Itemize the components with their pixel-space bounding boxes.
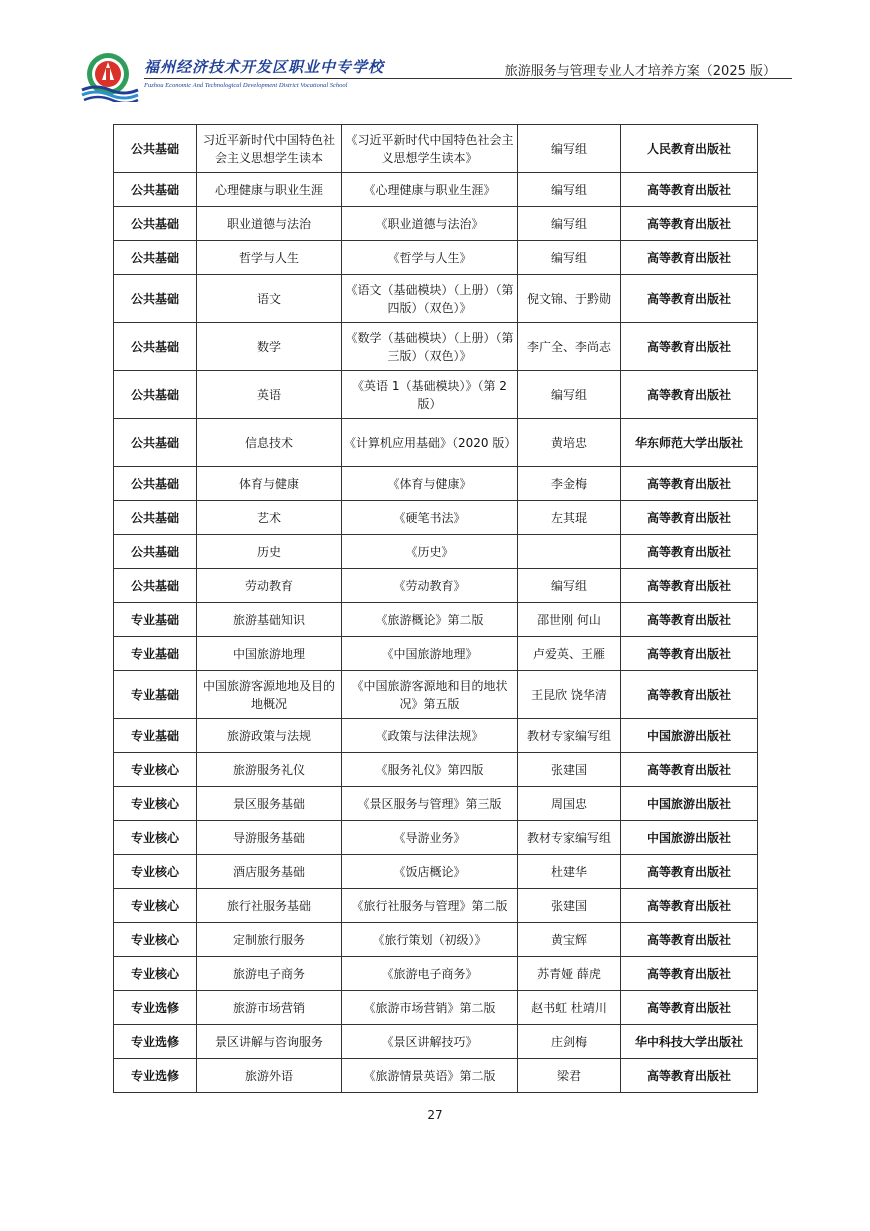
table-row bbox=[114, 207, 758, 241]
course-cell: 旅游市场营销 bbox=[197, 991, 342, 1025]
publisher-cell: 高等教育出版社 bbox=[621, 569, 758, 603]
category-cell: 公共基础 bbox=[114, 467, 197, 501]
category-cell: 专业核心 bbox=[114, 821, 197, 855]
course-cell: 习近平新时代中国特色社会主义思想学生读本 bbox=[197, 125, 342, 173]
author-cell: 李金梅 bbox=[518, 467, 621, 501]
publisher-cell: 高等教育出版社 bbox=[621, 467, 758, 501]
category-cell: 专业基础 bbox=[114, 671, 197, 719]
textbook-cell: 《景区服务与管理》第三版 bbox=[342, 787, 518, 821]
author-cell: 黄培忠 bbox=[518, 419, 621, 467]
author-cell: 梁君 bbox=[518, 1059, 621, 1093]
course-cell: 语文 bbox=[197, 275, 342, 323]
author-cell: 庄剑梅 bbox=[518, 1025, 621, 1059]
textbook-cell: 《景区讲解技巧》 bbox=[342, 1025, 518, 1059]
category-cell: 专业核心 bbox=[114, 855, 197, 889]
course-cell: 英语 bbox=[197, 371, 342, 419]
author-cell: 赵书虹 杜靖川 bbox=[518, 991, 621, 1025]
textbook-cell: 《硬笔书法》 bbox=[342, 501, 518, 535]
textbook-cell: 《服务礼仪》第四版 bbox=[342, 753, 518, 787]
publisher-cell: 高等教育出版社 bbox=[621, 671, 758, 719]
textbook-cell: 《旅游概论》第二版 bbox=[342, 603, 518, 637]
table-row bbox=[114, 569, 758, 603]
textbook-cell: 《旅游市场营销》第二版 bbox=[342, 991, 518, 1025]
category-cell: 专业核心 bbox=[114, 889, 197, 923]
publisher-cell: 高等教育出版社 bbox=[621, 323, 758, 371]
author-cell: 张建国 bbox=[518, 753, 621, 787]
publisher-cell: 高等教育出版社 bbox=[621, 275, 758, 323]
category-cell: 专业选修 bbox=[114, 1059, 197, 1093]
category-cell: 专业选修 bbox=[114, 1025, 197, 1059]
publisher-cell: 高等教育出版社 bbox=[621, 957, 758, 991]
author-cell: 教材专家编写组 bbox=[518, 719, 621, 753]
table-row bbox=[114, 671, 758, 719]
category-cell: 专业核心 bbox=[114, 923, 197, 957]
category-cell: 公共基础 bbox=[114, 535, 197, 569]
school-name-cn: 福州经济技术开发区职业中专学校 bbox=[144, 58, 385, 76]
category-cell: 专业基础 bbox=[114, 719, 197, 753]
publisher-cell: 高等教育出版社 bbox=[621, 753, 758, 787]
author-cell: 杜建华 bbox=[518, 855, 621, 889]
publisher-cell: 高等教育出版社 bbox=[621, 603, 758, 637]
author-cell: 编写组 bbox=[518, 569, 621, 603]
table-row bbox=[114, 125, 758, 173]
table-row bbox=[114, 923, 758, 957]
publisher-cell: 高等教育出版社 bbox=[621, 207, 758, 241]
author-cell: 编写组 bbox=[518, 173, 621, 207]
author-cell bbox=[518, 535, 621, 569]
course-cell: 导游服务基础 bbox=[197, 821, 342, 855]
category-cell: 专业核心 bbox=[114, 787, 197, 821]
table-row bbox=[114, 753, 758, 787]
publisher-cell: 高等教育出版社 bbox=[621, 923, 758, 957]
course-cell: 景区服务基础 bbox=[197, 787, 342, 821]
table-row bbox=[114, 173, 758, 207]
category-cell: 公共基础 bbox=[114, 569, 197, 603]
textbook-cell: 《政策与法律法规》 bbox=[342, 719, 518, 753]
publisher-cell: 中国旅游出版社 bbox=[621, 821, 758, 855]
textbook-table-body bbox=[114, 125, 758, 1093]
course-cell: 哲学与人生 bbox=[197, 241, 342, 275]
table-row bbox=[114, 241, 758, 275]
textbook-cell: 《中国旅游客源地和目的地状况》第五版 bbox=[342, 671, 518, 719]
course-cell: 信息技术 bbox=[197, 419, 342, 467]
table-row bbox=[114, 323, 758, 371]
author-cell: 邵世刚 何山 bbox=[518, 603, 621, 637]
course-cell: 景区讲解与咨询服务 bbox=[197, 1025, 342, 1059]
author-cell: 编写组 bbox=[518, 207, 621, 241]
course-cell: 旅游电子商务 bbox=[197, 957, 342, 991]
textbook-cell: 《劳动教育》 bbox=[342, 569, 518, 603]
category-cell: 公共基础 bbox=[114, 323, 197, 371]
publisher-cell: 高等教育出版社 bbox=[621, 637, 758, 671]
textbook-cell: 《导游业务》 bbox=[342, 821, 518, 855]
category-cell: 公共基础 bbox=[114, 173, 197, 207]
textbook-cell: 《数学（基础模块）（上册）（第三版）（双色）》 bbox=[342, 323, 518, 371]
course-cell: 旅游服务礼仪 bbox=[197, 753, 342, 787]
author-cell: 周国忠 bbox=[518, 787, 621, 821]
category-cell: 专业基础 bbox=[114, 637, 197, 671]
course-cell: 劳动教育 bbox=[197, 569, 342, 603]
textbook-cell: 《英语 1（基础模块）》（第 2 版） bbox=[342, 371, 518, 419]
category-cell: 公共基础 bbox=[114, 419, 197, 467]
table-row bbox=[114, 419, 758, 467]
publisher-cell: 高等教育出版社 bbox=[621, 855, 758, 889]
textbook-cell: 《饭店概论》 bbox=[342, 855, 518, 889]
author-cell: 教材专家编写组 bbox=[518, 821, 621, 855]
table-row bbox=[114, 603, 758, 637]
category-cell: 公共基础 bbox=[114, 207, 197, 241]
course-cell: 旅行社服务基础 bbox=[197, 889, 342, 923]
textbook-cell: 《语文（基础模块）（上册）（第四版）（双色）》 bbox=[342, 275, 518, 323]
table-row bbox=[114, 1025, 758, 1059]
publisher-cell: 人民教育出版社 bbox=[621, 125, 758, 173]
school-name-en: Fuzhou Economic And Technological Development District Vocational School bbox=[144, 82, 348, 89]
textbook-table bbox=[113, 124, 758, 1093]
category-cell: 专业基础 bbox=[114, 603, 197, 637]
course-cell: 中国旅游地理 bbox=[197, 637, 342, 671]
textbook-cell: 《旅行社服务与管理》第二版 bbox=[342, 889, 518, 923]
author-cell: 编写组 bbox=[518, 125, 621, 173]
table-row bbox=[114, 889, 758, 923]
textbook-cell: 《旅行策划（初级）》 bbox=[342, 923, 518, 957]
category-cell: 公共基础 bbox=[114, 125, 197, 173]
author-cell: 编写组 bbox=[518, 371, 621, 419]
table-row bbox=[114, 821, 758, 855]
document-title: 旅游服务与管理专业人才培养方案（2025 版） bbox=[504, 64, 776, 79]
table-row bbox=[114, 991, 758, 1025]
textbook-cell: 《历史》 bbox=[342, 535, 518, 569]
author-cell: 王昆欣 饶华清 bbox=[518, 671, 621, 719]
publisher-cell: 高等教育出版社 bbox=[621, 991, 758, 1025]
course-cell: 酒店服务基础 bbox=[197, 855, 342, 889]
category-cell: 公共基础 bbox=[114, 501, 197, 535]
course-cell: 职业道德与法治 bbox=[197, 207, 342, 241]
publisher-cell: 华中科技大学出版社 bbox=[621, 1025, 758, 1059]
publisher-cell: 高等教育出版社 bbox=[621, 1059, 758, 1093]
textbook-cell: 《旅游电子商务》 bbox=[342, 957, 518, 991]
course-cell: 旅游外语 bbox=[197, 1059, 342, 1093]
textbook-cell: 《职业道德与法治》 bbox=[342, 207, 518, 241]
category-cell: 公共基础 bbox=[114, 275, 197, 323]
publisher-cell: 华东师范大学出版社 bbox=[621, 419, 758, 467]
course-cell: 心理健康与职业生涯 bbox=[197, 173, 342, 207]
course-cell: 旅游政策与法规 bbox=[197, 719, 342, 753]
textbook-cell: 《心理健康与职业生涯》 bbox=[342, 173, 518, 207]
publisher-cell: 高等教育出版社 bbox=[621, 535, 758, 569]
course-cell: 体育与健康 bbox=[197, 467, 342, 501]
page-number: 27 bbox=[427, 1108, 443, 1122]
textbook-cell: 《计算机应用基础》（2020 版） bbox=[342, 419, 518, 467]
table-row bbox=[114, 501, 758, 535]
category-cell: 公共基础 bbox=[114, 371, 197, 419]
table-row bbox=[114, 535, 758, 569]
category-cell: 专业核心 bbox=[114, 753, 197, 787]
author-cell: 卢爱英、王雁 bbox=[518, 637, 621, 671]
table-row bbox=[114, 637, 758, 671]
course-cell: 旅游基础知识 bbox=[197, 603, 342, 637]
textbook-cell: 《体育与健康》 bbox=[342, 467, 518, 501]
course-cell: 中国旅游客源地地及目的地概况 bbox=[197, 671, 342, 719]
table-row bbox=[114, 787, 758, 821]
author-cell: 苏青娅 薛虎 bbox=[518, 957, 621, 991]
textbook-cell: 《习近平新时代中国特色社会主义思想学生读本》 bbox=[342, 125, 518, 173]
publisher-cell: 高等教育出版社 bbox=[621, 173, 758, 207]
category-cell: 专业核心 bbox=[114, 957, 197, 991]
table-row bbox=[114, 275, 758, 323]
publisher-cell: 高等教育出版社 bbox=[621, 501, 758, 535]
course-cell: 定制旅行服务 bbox=[197, 923, 342, 957]
school-emblem-icon bbox=[80, 50, 140, 102]
publisher-cell: 高等教育出版社 bbox=[621, 241, 758, 275]
publisher-cell: 中国旅游出版社 bbox=[621, 787, 758, 821]
table-row bbox=[114, 957, 758, 991]
table-row bbox=[114, 719, 758, 753]
author-cell: 张建国 bbox=[518, 889, 621, 923]
table-row bbox=[114, 371, 758, 419]
textbook-cell: 《哲学与人生》 bbox=[342, 241, 518, 275]
category-cell: 专业选修 bbox=[114, 991, 197, 1025]
author-cell: 黄宝辉 bbox=[518, 923, 621, 957]
course-cell: 历史 bbox=[197, 535, 342, 569]
publisher-cell: 高等教育出版社 bbox=[621, 371, 758, 419]
publisher-cell: 中国旅游出版社 bbox=[621, 719, 758, 753]
author-cell: 左其琨 bbox=[518, 501, 621, 535]
textbook-cell: 《中国旅游地理》 bbox=[342, 637, 518, 671]
textbook-cell: 《旅游情景英语》第二版 bbox=[342, 1059, 518, 1093]
author-cell: 李广全、李尚志 bbox=[518, 323, 621, 371]
course-cell: 数学 bbox=[197, 323, 342, 371]
category-cell: 公共基础 bbox=[114, 241, 197, 275]
author-cell: 倪文锦、于黔勋 bbox=[518, 275, 621, 323]
publisher-cell: 高等教育出版社 bbox=[621, 889, 758, 923]
table-row bbox=[114, 1059, 758, 1093]
table-row bbox=[114, 467, 758, 501]
page-header bbox=[80, 48, 792, 104]
table-row bbox=[114, 855, 758, 889]
author-cell: 编写组 bbox=[518, 241, 621, 275]
course-cell: 艺术 bbox=[197, 501, 342, 535]
